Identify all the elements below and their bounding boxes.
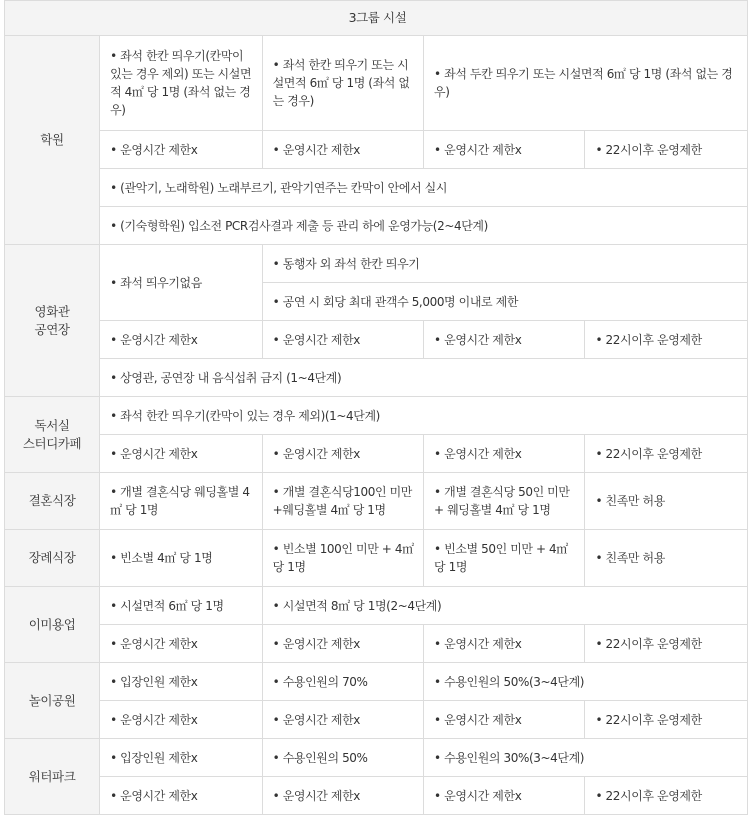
group3-facility-table	[4, 0, 748, 815]
table-cell: • 운영시간 제한x	[262, 625, 423, 663]
table-cell: • 운영시간 제한x	[424, 131, 585, 169]
category-funeral: 장례식장	[5, 530, 100, 587]
table-cell: • 운영시간 제한x	[424, 701, 585, 739]
table-cell: • 22시이후 운영제한	[585, 777, 748, 815]
category-cinema: 영화관 공연장	[5, 245, 100, 397]
table-cell: • 운영시간 제한x	[100, 435, 263, 473]
table-cell: • 수용인원의 30%(3~4단계)	[424, 739, 748, 777]
table-cell: • 개별 결혼식당100인 미만 +웨딩홀별 4㎡ 당 1명	[262, 473, 423, 530]
table-cell: • 시설면적 6㎡ 당 1명	[100, 587, 263, 625]
category-amusement: 놀이공원	[5, 663, 100, 739]
category-beauty: 이미용업	[5, 587, 100, 663]
table-cell: • 운영시간 제한x	[424, 625, 585, 663]
table-cell: • 공연 시 회당 최대 관객수 5,000명 이내로 제한	[262, 283, 747, 321]
table-cell: • 운영시간 제한x	[262, 701, 423, 739]
category-wedding: 결혼식장	[5, 473, 100, 530]
table-cell: • 동행자 외 좌석 한칸 띄우기	[262, 245, 747, 283]
table-cell: • 친족만 허용	[585, 473, 748, 530]
table-cell: • 22시이후 운영제한	[585, 435, 748, 473]
category-study: 독서실 스터디카페	[5, 397, 100, 473]
table-cell: • 운영시간 제한x	[424, 321, 585, 359]
table-cell: • 22시이후 운영제한	[585, 131, 748, 169]
table-cell: • (기숙형학원) 입소전 PCR검사결과 제출 등 관리 하에 운영가능(2~4단계)	[100, 207, 748, 245]
category-academy: 학원	[5, 36, 100, 245]
table-cell: • 운영시간 제한x	[100, 777, 263, 815]
table-cell: • 좌석 두칸 띄우기 또는 시설면적 6㎡ 당 1명 (좌석 없는 경우)	[424, 36, 748, 131]
table-cell: • 수용인원의 50%(3~4단계)	[424, 663, 748, 701]
table-cell: • 개별 결혼식당 50인 미만 + 웨딩홀별 4㎡ 당 1명	[424, 473, 585, 530]
table-cell: • 빈소별 100인 미만 + 4㎡ 당 1명	[262, 530, 423, 587]
table-cell: • 운영시간 제한x	[100, 321, 263, 359]
table-cell: • 시설면적 8㎡ 당 1명(2~4단계)	[262, 587, 747, 625]
table-cell: • 입장인원 제한x	[100, 739, 263, 777]
table-cell: • 운영시간 제한x	[100, 701, 263, 739]
table-cell: • 빈소별 4㎡ 당 1명	[100, 530, 263, 587]
table-header: 3그룹 시설	[5, 1, 748, 36]
table-cell: • 운영시간 제한x	[262, 777, 423, 815]
table-cell: • 빈소별 50인 미만 + 4㎡ 당 1명	[424, 530, 585, 587]
table-cell: • 친족만 허용	[585, 530, 748, 587]
table-cell: • 운영시간 제한x	[100, 131, 263, 169]
category-waterpark: 워터파크	[5, 739, 100, 815]
table-cell: • 개별 결혼식당 웨딩홀별 4㎡ 당 1명	[100, 473, 263, 530]
table-cell: • 좌석 한칸 띄우기 또는 시설면적 6㎡ 당 1명 (좌석 없는 경우)	[262, 36, 423, 131]
table-cell: • 상영관, 공연장 내 음식섭취 금지 (1~4단계)	[100, 359, 748, 397]
table-cell: • 입장인원 제한x	[100, 663, 263, 701]
table-cell: • 좌석 띄우기없음	[100, 245, 263, 321]
table-cell: • 운영시간 제한x	[424, 777, 585, 815]
table-cell: • (관악기, 노래학원) 노래부르기, 관악기연주는 칸막이 안에서 실시	[100, 169, 748, 207]
table-cell: • 운영시간 제한x	[424, 435, 585, 473]
table-cell: • 운영시간 제한x	[100, 625, 263, 663]
table-cell: • 수용인원의 70%	[262, 663, 423, 701]
table-cell: • 좌석 한칸 띄우기(칸막이 있는 경우 제외) 또는 시설면적 4㎡ 당 1명 (좌석 없는 경우)	[100, 36, 263, 131]
table-cell: • 운영시간 제한x	[262, 321, 423, 359]
table-cell: • 22시이후 운영제한	[585, 321, 748, 359]
table-cell: • 수용인원의 50%	[262, 739, 423, 777]
table-cell: • 좌석 한칸 띄우기(칸막이 있는 경우 제외)(1~4단계)	[100, 397, 748, 435]
table-cell: • 운영시간 제한x	[262, 435, 423, 473]
table-cell: • 22시이후 운영제한	[585, 701, 748, 739]
table-cell: • 22시이후 운영제한	[585, 625, 748, 663]
table-cell: • 운영시간 제한x	[262, 131, 423, 169]
